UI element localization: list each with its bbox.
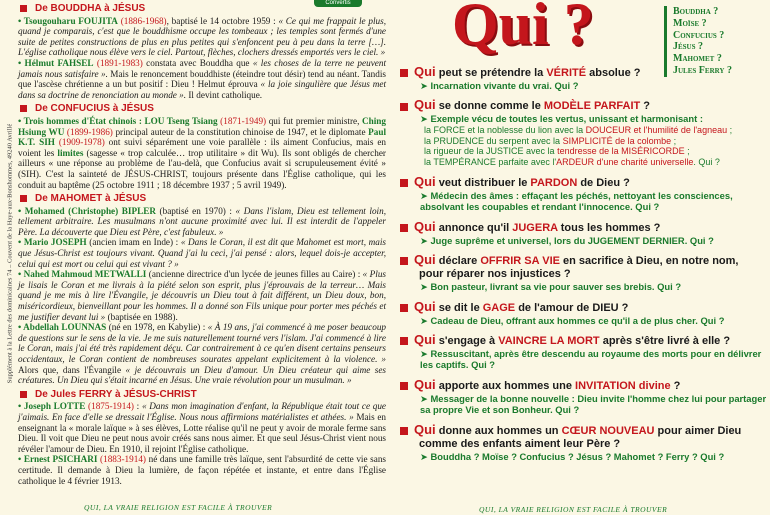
text-fragment: MODÈLE PARFAIT: [543, 100, 641, 113]
figure-name: Bouddha ?: [673, 6, 719, 17]
text-fragment: ?: [640, 100, 651, 113]
side-caption: [0, 0, 12, 515]
square-bullet-icon: [20, 195, 27, 202]
text-fragment: Abdellah LOUNNAS: [23, 322, 107, 333]
text-line: [394, 393, 768, 416]
text-fragment: Qui: [414, 376, 436, 392]
text-line: [394, 220, 768, 235]
right-column: [394, 0, 770, 515]
text-fragment: ;: [684, 146, 690, 157]
question-item: [394, 423, 768, 462]
text-fragment: Médecin des âmes : effaçant les péchés, nettoyant les consciences, absolvant les coupables et rendant l'innocence. Qui ?: [420, 190, 733, 213]
arrow-icon: ➤: [420, 113, 431, 125]
virtue-line: [394, 157, 768, 168]
text-line: [394, 348, 768, 371]
text-line: •: [18, 57, 25, 68]
text-fragment: se donne comme le: [435, 100, 544, 113]
left-column: [14, 0, 386, 515]
text-fragment: la FORCE et la noblesse du lion avec la: [424, 124, 586, 135]
question-item: [394, 300, 768, 326]
text-fragment: DOUCEUR et l'humilité de l'agneau: [585, 124, 728, 135]
arrow-icon: ➤: [420, 348, 431, 360]
arrow-icon: ➤: [420, 190, 431, 201]
text-fragment: De MAHOMET à JÉSUS: [35, 193, 147, 205]
text-fragment: constata avec Bouddha que: [142, 57, 253, 68]
text-fragment: ;: [727, 124, 733, 135]
square-bullet-icon: [20, 391, 27, 398]
square-bullet-icon: [400, 382, 408, 390]
text-fragment: Trois hommes d'État chinois : LOU Tseng Tsiang: [23, 115, 218, 126]
text-fragment: Il devint catholique.: [186, 89, 263, 100]
text-fragment: « Ce qui me frappait le plus, quand je comparais, c'est que le bouddhisme occupe les tombeaux ; les temples sont fermés d'une suite de petites constructions de plus en plus petites qui s'enfoncent peu à peu dans la terre […]. L'église catholique nous élève vers le ciel. Partout, flèches, clochers dressés emportés vers le ciel. »: [18, 15, 386, 58]
text-fragment: se dit le: [435, 301, 483, 314]
text-fragment: tous les hommes ?: [557, 221, 661, 234]
text-fragment: apporte aux hommes une: [435, 379, 576, 392]
text-fragment: après s'être livré à elle ?: [599, 335, 731, 348]
text-fragment: (1886-1968): [120, 15, 167, 26]
text-fragment: « la joie singulière que Jésus met dans sa doctrine de renonciation au monde ».: [18, 79, 386, 100]
text-fragment: Cadeau de Dieu, offrant aux hommes ce qu'il a de plus cher. Qui ?: [430, 314, 725, 326]
text-fragment: de Dieu ?: [577, 177, 630, 189]
text-fragment: Qui: [414, 332, 436, 348]
text-fragment: Exemple vécu de toutes les vertus, unissant et harmonisant :: [430, 113, 703, 125]
text-fragment: (1883-1914): [100, 454, 146, 465]
text-line: [394, 235, 768, 246]
question-item: [394, 253, 768, 292]
text-line: [394, 281, 768, 292]
text-fragment: Qui: [414, 64, 436, 79]
square-bullet-icon: [400, 103, 408, 111]
left-footer: QUI, LA VRAIE RELIGION EST FACILE À TROUVER: [84, 503, 273, 513]
question-item: [394, 98, 768, 168]
text-fragment: Messager de la bonne nouvelle : Dieu invite l'homme chez lui pour partager sa propre Vie et son Bonheur. Qui ?: [420, 392, 767, 416]
entry-bipler: [18, 206, 386, 238]
text-fragment: déclare: [435, 255, 481, 268]
question-item: [394, 175, 768, 213]
text-fragment: Nahed Mahmoud METWALLI: [23, 269, 147, 280]
text-fragment: JUGERA: [512, 221, 558, 234]
text-fragment: (1899-1986): [66, 126, 113, 137]
arrow-icon: ➤: [420, 234, 431, 246]
square-bullet-icon: [400, 304, 408, 312]
square-bullet-icon: [400, 337, 408, 345]
text-fragment: absolue ?: [586, 67, 641, 79]
text-line: [394, 333, 768, 348]
section-title-mahomet: [14, 194, 386, 205]
text-fragment: INVITATION divine: [575, 379, 671, 392]
right-footer: QUI, LA VRAIE RELIGION EST FACILE À TROUVER: [479, 505, 668, 514]
entry-psichari: [18, 454, 386, 486]
text-fragment: (sagesse « trop calculée… trop utilitaire » dit Wu). Ils sont obligés de chercher ailleurs « une réponse au problème de l'au-delà, que Confucius avait si scrupuleusement évité » (SIH). C'est la sainteté de JÉSUS-CHRIST, toujours présente dans l'Église catholique, qui les conduit au baptême (25 octobre 1911 ; 18 décembre 1937 ; 5 avril 1949).: [18, 147, 386, 190]
entry-chinese-statesmen: [18, 116, 386, 190]
text-fragment: s'engage à: [435, 335, 499, 348]
question-item: [394, 65, 768, 91]
text-fragment: veut distribuer le: [435, 177, 531, 189]
text-fragment: Incarnation vivante du vrai. Qui ?: [430, 80, 579, 91]
text-fragment: Ressuscitant, après être descendu au royaume des morts pour en délivrer les captifs. Qui ?: [420, 348, 762, 371]
arrow-icon: ➤: [420, 80, 431, 91]
text-fragment: limites: [57, 147, 84, 158]
qui-title: Qui ?: [452, 0, 594, 57]
text-fragment: . Qui ?: [693, 157, 720, 168]
text-fragment: (1909-1978): [58, 137, 105, 148]
text-fragment: de l'amour de DIEU ?: [515, 301, 629, 314]
text-line: [394, 253, 768, 281]
text-fragment: peut se prétendre la: [435, 67, 547, 79]
text-fragment: Ching Hsiung WU: [18, 115, 386, 137]
text-fragment: De Jules FERRY à JÉSUS-CHRIST: [35, 388, 197, 400]
text-line: •: [18, 205, 25, 216]
text-line: [394, 175, 768, 190]
text-line: [394, 113, 768, 124]
text-fragment: , baptisé le 14 octobre 1959 :: [166, 15, 279, 26]
text-fragment: Qui: [414, 174, 436, 189]
text-fragment: (1871-1949): [220, 115, 267, 126]
entry-metwalli: [18, 269, 386, 322]
text-fragment: Qui: [414, 97, 436, 113]
text-fragment: PARDON: [530, 177, 578, 189]
text-fragment: ?: [670, 379, 681, 392]
text-fragment: Joseph LOTTE: [23, 401, 86, 412]
text-fragment: (né en 1978, en Kabylie) :: [106, 322, 208, 333]
entry-fahsel: [18, 58, 386, 100]
text-line: [394, 190, 768, 213]
text-line: •: [18, 115, 24, 126]
text-fragment: Mario JOSEPH: [23, 237, 87, 248]
text-line: •: [18, 401, 24, 412]
text-fragment: De CONFUCIUS à JÉSUS: [35, 103, 154, 115]
text-line: [394, 65, 768, 80]
text-line: •: [18, 322, 24, 333]
text-fragment: né dans une famille très laïque, sent l'absurdité de cette vie sans certitude. Il demande à Dieu la lumière, de façon répétée et instante, et entre dans l'Église catholique le 4 février 1913.: [18, 454, 386, 486]
arrow-icon: ➤: [420, 450, 431, 462]
figure-name: Jésus ?: [673, 41, 704, 53]
virtue-line: [394, 125, 768, 136]
text-fragment: « Dans l'islam, Dieu est tellement loin, tellement arbitraire. Les musulmans n'ont aucune proximité avec lui. Il est interdit de l'appeler Père. La découverte que Dieu est Père, c'est fabuleux. »: [18, 205, 386, 237]
text-line: •: [18, 454, 24, 465]
text-fragment: :: [133, 401, 142, 412]
text-fragment: Qui: [414, 421, 436, 437]
square-bullet-icon: [400, 224, 408, 232]
square-bullet-icon: [20, 105, 27, 112]
section-title-confucius: [14, 104, 386, 115]
entry-lotte: [18, 401, 386, 454]
text-fragment: « À 19 ans, j'ai commencé à me poser beaucoup de questions sur le sens de la vie. Je me suis naturellement tourné vers l'islam. J'ai commencé à lire le Coran, mais j'ai été très rapidement déçu. Car contrairement à ce qu'en disent certains penseurs occidentaux, le Coran contient de nombreuses sourates appelant explicitement à la violence. »: [18, 322, 387, 364]
text-fragment: Paul K.T. SIH: [18, 126, 386, 148]
text-fragment: De BOUDDHA à JÉSUS: [35, 3, 146, 14]
arrow-icon: ➤: [420, 314, 431, 326]
text-fragment: Mohamed (Christophe) BIPLER: [24, 205, 156, 216]
text-fragment: Ernest PSICHARI: [23, 454, 98, 465]
figure-name: Jules Ferry ?: [673, 64, 732, 76]
text-fragment: VÉRITÉ: [546, 67, 587, 79]
text-fragment: Qui: [414, 298, 436, 314]
text-fragment: tendresse de la MISÉRICORDE: [557, 146, 685, 157]
text-fragment: « les choses de la terre ne peuvent jamais nous satisfaire ».: [18, 57, 387, 79]
text-line: [394, 300, 768, 315]
text-fragment: (ancienne directrice d'un lycée de jeunes filles au Caire) :: [146, 269, 363, 280]
text-fragment: ARDEUR d'une charité universelle: [556, 157, 694, 168]
text-fragment: Tsougouharu FOUJITA: [23, 15, 118, 26]
text-fragment: GAGE: [482, 301, 516, 314]
text-fragment: Mais le renoncement bouddhiste (éteindre tout désir) tend au néant. Tandis que l'ascèse chrétienne a un but positif : Dieu ! Helmut éprouva: [18, 68, 386, 90]
text-fragment: (baptisée en 1988).: [105, 311, 178, 322]
text-line: •: [18, 237, 24, 248]
virtue-line: [394, 136, 768, 147]
square-bullet-icon: [20, 5, 27, 12]
text-line: [394, 378, 768, 393]
convertis-tab: Convertis: [314, 0, 362, 7]
text-fragment: (1875-1914): [88, 401, 134, 412]
text-fragment: annonce qu'il: [435, 221, 513, 234]
text-fragment: Juge suprême et universel, lors du JUGEMENT DERNIER. Qui ?: [430, 234, 714, 246]
text-fragment: VAINCRE LA MORT: [498, 335, 600, 348]
text-fragment: principal auteur de la constitution chinoise de 1947, et le diplomate: [112, 126, 369, 137]
text-fragment: SIMPLICITÉ de la colombe: [562, 135, 672, 146]
text-fragment: Alors que, dans l'Évangile: [18, 364, 126, 375]
text-fragment: qui fut premier ministre,: [266, 115, 362, 126]
question-item: [394, 333, 768, 371]
text-fragment: Mais en enseignant la « morale laïque » à ses élèves, Lotte réalise qu'il ne peut y avoir de morale ferme sans Dieu. Il voit que Dieu ne peut nous avoir créés sans nous aimer. Et que seul Jésus-Christ vient nous révéler l'amour de Dieu. En 1910, il rejoint l'Église catholique.: [18, 411, 387, 454]
text-fragment: OFFRIR SA VIE: [480, 255, 560, 268]
text-line: [394, 98, 768, 113]
text-fragment: ;: [671, 135, 677, 146]
text-line: •: [18, 269, 24, 280]
entry-lounnas: [18, 322, 386, 386]
square-bullet-icon: [400, 69, 408, 77]
text-line: [394, 315, 768, 326]
text-fragment: Bouddha ? Moïse ? Confucius ? Jésus ? Mahomet ? Ferry ? Qui ?: [430, 450, 725, 462]
question-item: [394, 378, 768, 416]
text-fragment: pour réparer nos injustices ?: [419, 268, 571, 281]
text-fragment: Bon pasteur, livrant sa vie pour sauver ses brebis. Qui ?: [430, 281, 682, 293]
text-line: •: [18, 15, 24, 26]
text-fragment: donne aux hommes un: [435, 424, 562, 437]
text-line: [394, 451, 768, 462]
text-line: [394, 80, 768, 91]
text-fragment: CŒUR NOUVEAU: [561, 424, 655, 437]
text-fragment: « Dans mon imagination d'enfant, la République était tout ce que j'aimais. En face d'elle se dressait l'Église. Nous nous affirmions matérialistes et athées. »: [18, 401, 386, 422]
text-fragment: ont suivi séparément une voie parallèle : ils aiment Confucius, mais en voient les: [18, 137, 386, 158]
virtue-line: [394, 146, 768, 157]
question-item: [394, 220, 768, 246]
figure-name: Mahomet ?: [673, 53, 722, 65]
text-fragment: Qui: [414, 252, 436, 268]
text-fragment: (baptisé en 1970) :: [155, 205, 236, 216]
figure-name: Confucius ?: [673, 29, 725, 41]
text-fragment: Hélmut FAHSEL: [24, 57, 94, 68]
arrow-icon: ➤: [420, 281, 431, 293]
text-fragment: la PRUDENCE du serpent avec la: [424, 135, 563, 146]
text-line: [394, 423, 768, 451]
entry-joseph: [18, 237, 386, 269]
text-fragment: « Dans le Coran, il est dit que Mahomet est mort, mais que Jésus-Christ est toujours vivant. Quand j'ai lu ceci, j'ai pensé : alors, lequel dois-je accepter, celui qui est mort ou celui qui est vivant ? »: [18, 237, 386, 269]
square-bullet-icon: [400, 427, 408, 435]
text-fragment: pour aimer Dieu: [654, 424, 742, 437]
entry-foujita: [18, 16, 386, 58]
question-list: [394, 65, 768, 469]
text-fragment: (1891-1983): [96, 57, 143, 68]
side-caption-text: Supplément à la Lettre des dominicaines 74 – Couvent de la Haye-aux-Bonshommes, 49240 Avrillé: [6, 123, 14, 384]
text-fragment: en sacrifice à Dieu, en notre nom,: [559, 255, 739, 268]
arrow-icon: ➤: [420, 392, 431, 404]
text-fragment: « Plus je lisais le Coran et me livrais à la piété selon son esprit, plus j'éprouvais de la terreur… Mais quand je me mis à lire l'Évangile, je découvris un Dieu tout à fait différent, un Dieu doux, bon, miséricordieux, bienveillant pour les hommes. Il a donné son Fils unique pour porter mes péchés et me justifier devant lui »: [18, 269, 386, 322]
section-title-ferry: [14, 390, 386, 401]
square-bullet-icon: [400, 257, 408, 265]
square-bullet-icon: [400, 179, 408, 187]
text-fragment: comme des enfants aiment leur Père ?: [419, 437, 621, 450]
text-fragment: « je découvrais un Dieu d'amour. Un Dieu créateur qui aime ses créatures. Un Dieu qui s'était incarné en Jésus. Une vraie révolution pour un musulman. »: [18, 364, 386, 386]
text-fragment: Qui: [414, 218, 436, 234]
figure-name: Moïse ?: [673, 17, 707, 29]
text-fragment: la rigueur de la JUSTICE avec la: [424, 146, 558, 157]
text-fragment: la TEMPÉRANCE parfaite avec l': [424, 157, 557, 168]
text-fragment: (ancien imam en Inde) :: [86, 237, 181, 248]
